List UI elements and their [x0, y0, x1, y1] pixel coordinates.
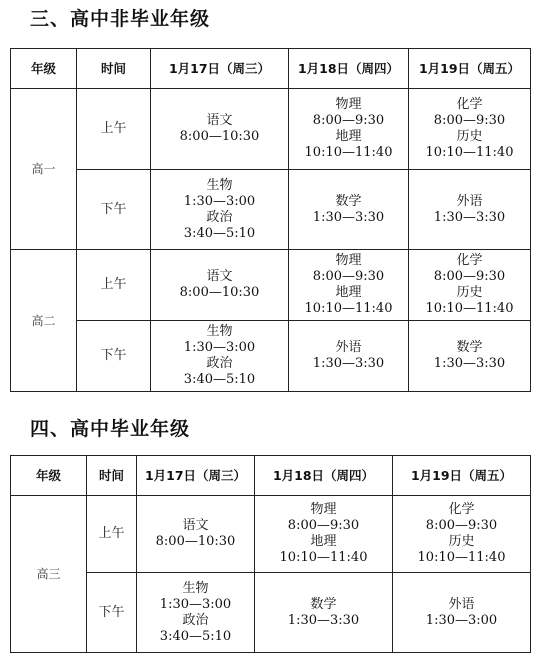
- exam-cell: [393, 496, 531, 573]
- time-range: 1:30—3:30: [312, 356, 385, 371]
- exam-cell: [255, 496, 393, 573]
- table-header-row: [11, 456, 531, 496]
- header-day-2: 1月18日（周四）: [255, 456, 393, 496]
- subject: 历史: [448, 534, 475, 549]
- subject: 化学: [456, 253, 483, 268]
- subject: 语文: [182, 518, 209, 533]
- time-range: 8:00—10:30: [179, 129, 260, 144]
- time-range: 10:10—11:40: [279, 550, 368, 565]
- subject: 外语: [335, 340, 362, 355]
- exam-cell: [151, 89, 289, 170]
- exam-cell: [409, 170, 531, 250]
- time-range: 3:40—5:10: [159, 628, 232, 644]
- subject: 政治: [206, 209, 233, 225]
- exam-cell: [393, 573, 531, 653]
- exam-cell: [151, 250, 289, 321]
- exam-cell: [409, 89, 531, 170]
- section-title-non-graduating: 三、高中非毕业年级: [30, 8, 211, 30]
- header-grade: 年级: [11, 49, 77, 89]
- subject: 外语: [456, 193, 483, 209]
- header-time: 时间: [77, 49, 151, 89]
- time-range: 3:40—5:10: [183, 225, 256, 241]
- header-day-1: 1月17日（周三）: [137, 456, 255, 496]
- subject: 数学: [335, 193, 362, 209]
- header-day-1: 1月17日（周三）: [151, 49, 289, 89]
- subject: 地理: [310, 534, 337, 549]
- time-range: 10:10—11:40: [425, 145, 514, 160]
- subject: 语文: [206, 113, 233, 128]
- time-range: 1:30—3:30: [433, 209, 506, 225]
- time-range: 8:00—10:30: [179, 285, 260, 300]
- time-range: 1:30—3:00: [159, 596, 232, 612]
- period-cell: 下午: [87, 573, 137, 653]
- time-range: 10:10—11:40: [417, 550, 506, 565]
- exam-cell: [151, 170, 289, 250]
- subject: 化学: [456, 97, 483, 112]
- subject: 物理: [335, 253, 362, 268]
- subject: 生物: [206, 177, 233, 193]
- time-range: 8:00—9:30: [425, 518, 498, 533]
- subject: 数学: [456, 340, 483, 355]
- time-range: 8:00—9:30: [312, 113, 385, 128]
- time-range: 8:00—9:30: [287, 518, 360, 533]
- exam-cell: [289, 170, 409, 250]
- subject: 语文: [206, 269, 233, 284]
- subject: 物理: [335, 97, 362, 112]
- schedule-table-non-graduating: [10, 48, 531, 392]
- header-day-2: 1月18日（周四）: [289, 49, 409, 89]
- table-row: [11, 573, 531, 653]
- period-cell: 上午: [77, 250, 151, 321]
- exam-cell: [137, 573, 255, 653]
- subject: 生物: [206, 324, 233, 339]
- time-range: 1:30—3:30: [433, 356, 506, 371]
- grade-cell: 高二: [11, 250, 77, 392]
- time-range: 3:40—5:10: [183, 372, 256, 387]
- subject: 政治: [182, 612, 209, 628]
- exam-cell: [151, 321, 289, 392]
- time-range: 8:00—9:30: [312, 269, 385, 284]
- exam-cell: [289, 250, 409, 321]
- table-row: [11, 89, 531, 170]
- period-cell: 下午: [77, 321, 151, 392]
- subject: 历史: [456, 129, 483, 144]
- table-row: [11, 250, 531, 321]
- time-range: 8:00—9:30: [433, 113, 506, 128]
- subject: 化学: [448, 502, 475, 517]
- table-row: [11, 496, 531, 573]
- time-range: 8:00—10:30: [155, 534, 236, 549]
- time-range: 10:10—11:40: [304, 301, 393, 316]
- time-range: 10:10—11:40: [304, 145, 393, 160]
- subject: 数学: [310, 596, 337, 612]
- exam-cell: [289, 321, 409, 392]
- header-day-3: 1月19日（周五）: [409, 49, 531, 89]
- subject: 政治: [206, 356, 233, 371]
- subject: 物理: [310, 502, 337, 517]
- header-grade: 年级: [11, 456, 87, 496]
- time-range: 1:30—3:00: [183, 340, 256, 355]
- exam-cell: [255, 573, 393, 653]
- table-row: [11, 170, 531, 250]
- time-range: 1:30—3:30: [287, 612, 360, 628]
- subject: 地理: [335, 129, 362, 144]
- table-header-row: [11, 49, 531, 89]
- time-range: 1:30—3:00: [425, 612, 498, 628]
- section-title-graduating: 四、高中毕业年级: [30, 418, 191, 440]
- schedule-table-graduating: [10, 455, 531, 653]
- period-cell: 下午: [77, 170, 151, 250]
- exam-cell: [137, 496, 255, 573]
- time-range: 1:30—3:00: [183, 193, 256, 209]
- time-range: 8:00—9:30: [433, 269, 506, 284]
- header-day-3: 1月19日（周五）: [393, 456, 531, 496]
- exam-cell: [289, 89, 409, 170]
- subject: 历史: [456, 285, 483, 300]
- header-time: 时间: [87, 456, 137, 496]
- subject: 地理: [335, 285, 362, 300]
- period-cell: 上午: [87, 496, 137, 573]
- exam-cell: [409, 321, 531, 392]
- period-cell: 上午: [77, 89, 151, 170]
- subject: 生物: [182, 580, 209, 596]
- time-range: 1:30—3:30: [312, 209, 385, 225]
- grade-cell: 高三: [11, 496, 87, 653]
- table-row: [11, 321, 531, 392]
- grade-cell: 高一: [11, 89, 77, 250]
- time-range: 10:10—11:40: [425, 301, 514, 316]
- exam-cell: [409, 250, 531, 321]
- subject: 外语: [448, 596, 475, 612]
